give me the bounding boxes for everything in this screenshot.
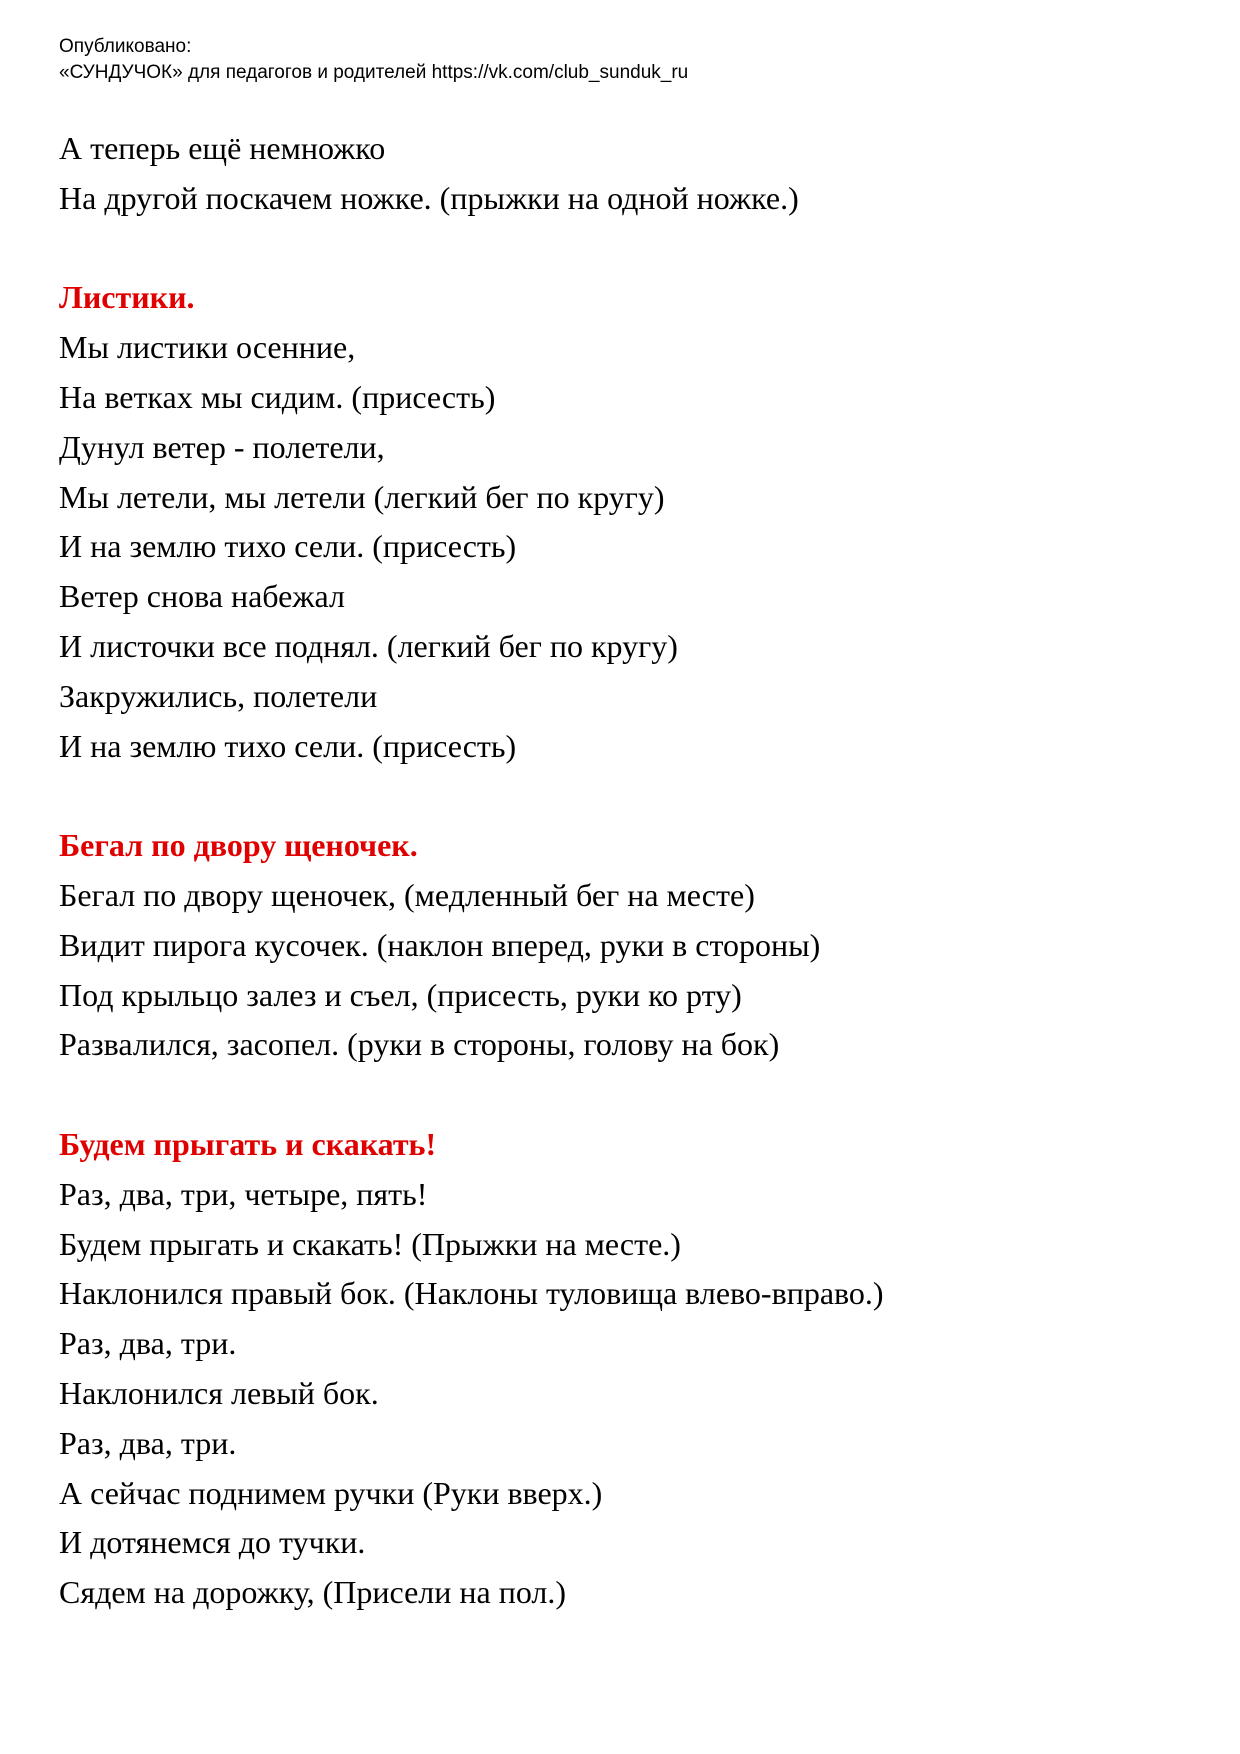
verse-line: На ветках мы сидим. (присесть) <box>59 378 496 415</box>
verse-line: Наклонился правый бок. (Наклоны туловища влево-вправо.) <box>59 1275 884 1312</box>
verse-line: Сядем на дорожку, (Присели на пол.) <box>59 1574 567 1611</box>
verse-line: А сейчас поднимем ручки (Руки вверх.) <box>59 1474 603 1511</box>
verse-line: Мы листики осенние, <box>59 329 356 366</box>
verse-line: Бегал по двору щеночек, (медленный бег на месте) <box>59 876 755 913</box>
section-budem-prygat <box>59 1120 1179 1618</box>
section-title: Листики. <box>59 279 195 316</box>
intro-stanza <box>59 124 1179 224</box>
section-listiki <box>59 273 1179 771</box>
section-shchenochek <box>59 821 1179 1070</box>
verse-line: Ветер снова набежал <box>59 578 345 615</box>
verse-line: Раз, два, три, четыре, пять! <box>59 1175 428 1212</box>
verse-line: Наклонился левый бок. <box>59 1374 379 1411</box>
section-title: Будем прыгать и скакать! <box>59 1125 437 1162</box>
verse-line: И дотянемся до тучки. <box>59 1524 366 1561</box>
verse-line: И листочки все поднял. (легкий бег по кругу) <box>59 627 678 664</box>
verse-line: Будем прыгать и скакать! (Прыжки на месте.) <box>59 1225 681 1262</box>
stanza-gap <box>59 771 1179 821</box>
intro-line: На другой поскачем ножке. (прыжки на одной ножке.) <box>59 179 799 216</box>
verse-line: Под крыльцо залез и съел, (присесть, руки ко рту) <box>59 976 742 1013</box>
verse-line: И на землю тихо сели. (присесть) <box>59 528 517 565</box>
verse-line: Развалился, засопел. (руки в стороны, голову на бок) <box>59 1026 780 1063</box>
stanza-gap <box>59 224 1179 274</box>
intro-line: А теперь ещё немножко <box>59 130 386 166</box>
verse-line: Раз, два, три. <box>59 1325 237 1362</box>
published-label: Опубликовано: <box>59 36 192 57</box>
verse-line: Видит пирога кусочек. (наклон вперед, руки в стороны) <box>59 926 821 963</box>
section-title: Бегал по двору щеночек. <box>59 827 418 864</box>
verse-line: Дунул ветер - полетели, <box>59 428 385 465</box>
verse-line: Мы летели, мы летели (легкий бег по кругу) <box>59 478 665 515</box>
verse-line: Закружились, полетели <box>59 677 378 714</box>
verse-line: И на землю тихо сели. (присесть) <box>59 727 517 764</box>
publisher-info: «СУНДУЧОК» для педагогов и родителей https://vk.com/club_sunduk_ru <box>59 62 689 83</box>
document-page <box>59 34 1179 1618</box>
verse-line: Раз, два, три. <box>59 1424 237 1461</box>
document-body <box>59 124 1179 1618</box>
stanza-gap <box>59 1070 1179 1120</box>
publication-header <box>59 34 1179 86</box>
